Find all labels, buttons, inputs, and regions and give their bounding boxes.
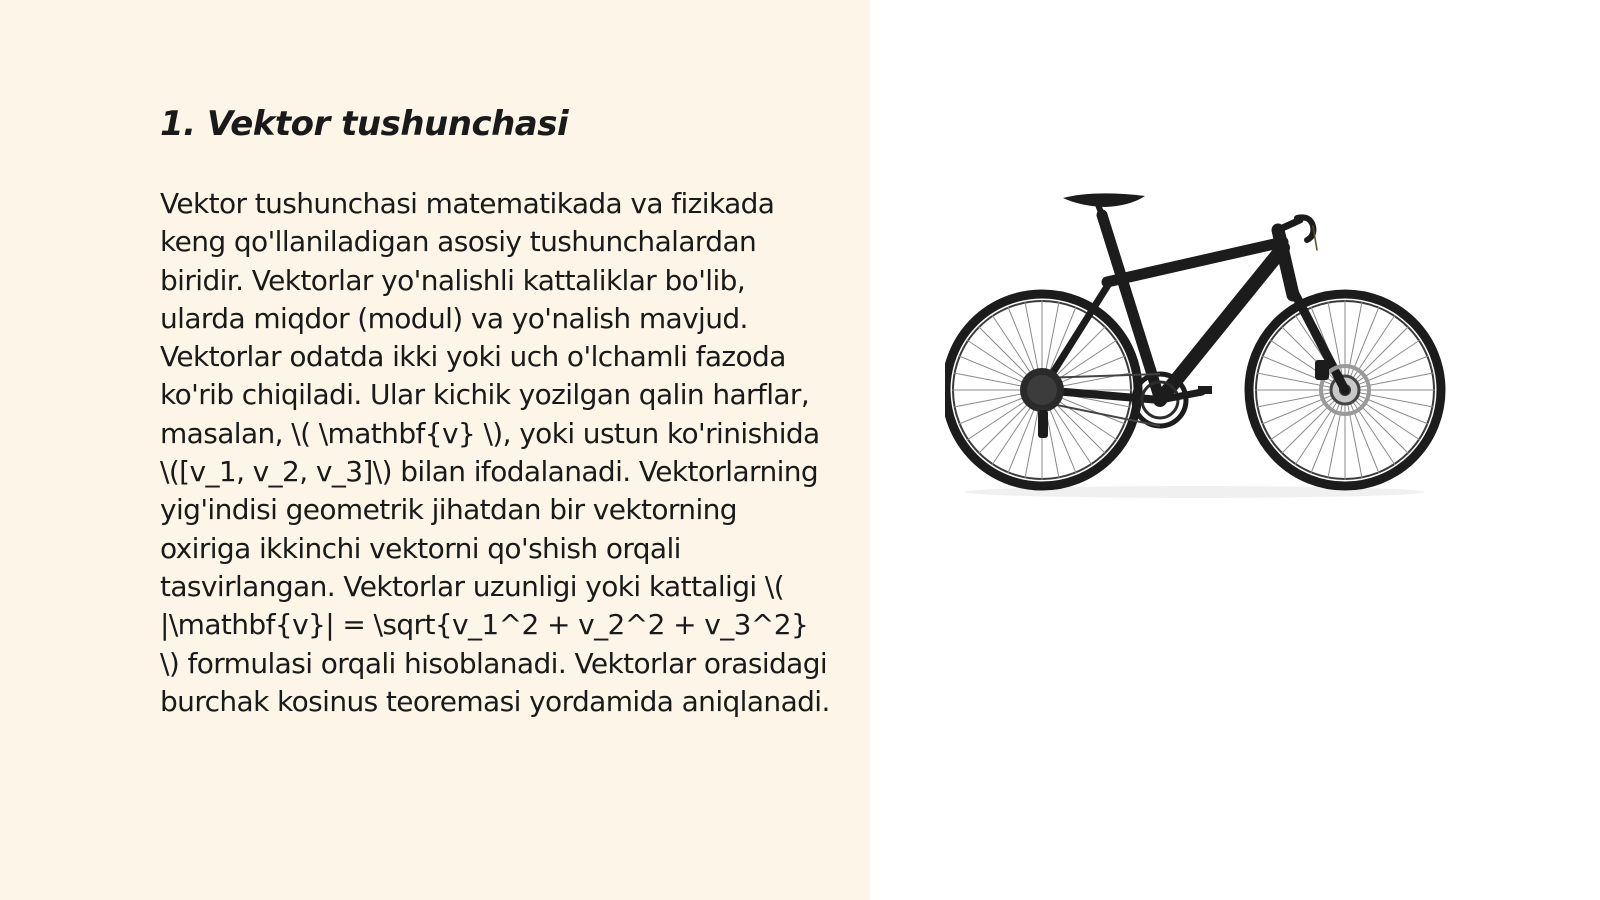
bicycle-image bbox=[945, 190, 1455, 500]
slide-title: 1. Vektor tushunchasi bbox=[160, 104, 569, 144]
saddle bbox=[1063, 193, 1145, 207]
slide-body-text: Vektor tushunchasi matematikada va fizikada keng qo'llaniladigan asosiy tushunchalardan biridir. Vektorlar yo'nalishli kattaliklar bo'lib, ularda miqdor (modul) va yo'nalish mavjud. Vektorlar odatda ikki yoki uch o'lchamli fazoda ko'rib chiqiladi. Ular kichik yozilgan qalin harflar, masalan, \( \mathbf{v} \), yoki ustun ko'rinishida \([v_1, v_2, v_3]\) bilan ifodalanadi. Vektorlarning yig'indisi geometrik jihatdan bir vektorning oxiriga ikkinchi vektorni qo'shish orqali tasvirlangan. Vektorlar uzunligi yoki kattaligi \( |\mathbf{v}| = \sqrt{v_1^2 + v_2^2 + v_3^2} \) formulasi orqali hisoblanadi. Vektorlar orasidagi burchak kosinus teoremasi yordamida aniqlanadi. bbox=[160, 187, 830, 718]
